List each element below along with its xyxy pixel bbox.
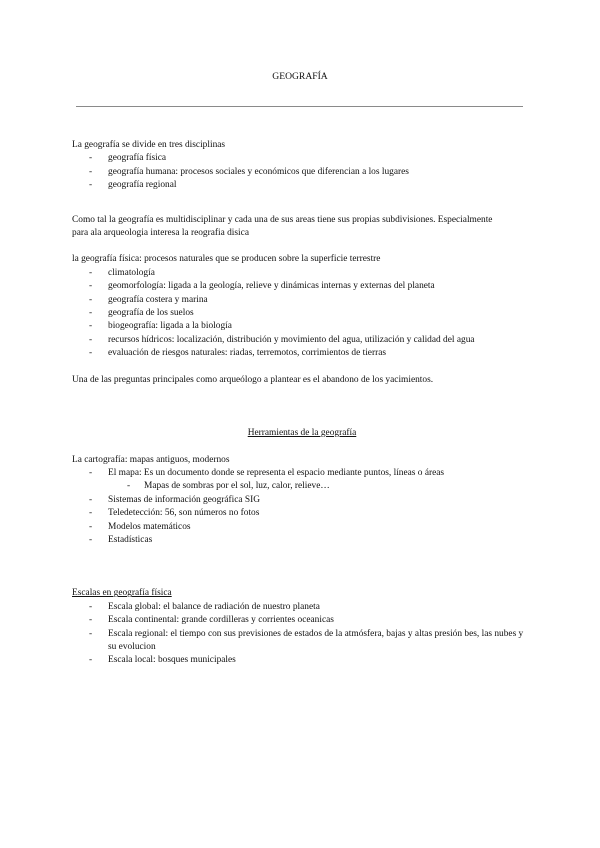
list-item: - Teledetección: 56, son números no fotos xyxy=(72,507,532,520)
list-item: - biogeografía: ligada a la biología xyxy=(72,320,532,333)
physical-geography-heading: la geografía física: procesos naturales que se producen sobre la superficie terrestre xyxy=(72,254,381,265)
list-item: - Estadísticas xyxy=(72,534,532,547)
cartography-line: La cartografía: mapas antiguos, modernos xyxy=(72,454,230,465)
document-title: GEOGRAFÍA xyxy=(272,71,328,82)
document-body xyxy=(72,139,532,668)
list-item: - Modelos matemáticos xyxy=(72,521,532,534)
question-paragraph: Una de las preguntas principales como arqueólogo a plantear es el abandono de los yacimientos. xyxy=(72,374,434,385)
tools-heading: Herramientas de la geografía xyxy=(247,428,357,439)
tools-list xyxy=(72,467,532,547)
list-item: - evaluación de riesgos naturales: riadas, terremotos, corrimientos de tierras xyxy=(72,347,532,360)
list-item: - geografía humana: procesos sociales y económicos que diferencian a los lugares xyxy=(72,166,532,179)
scales-heading: Escalas en geografía física xyxy=(72,588,172,599)
list-item: - geografía física xyxy=(72,152,532,165)
list-item: - geografía regional xyxy=(72,179,532,192)
list-item: - Escala continental: grande cordilleras y corrientes oceanicas xyxy=(72,614,532,627)
disciplines-list xyxy=(72,152,532,192)
sub-list-item: - Mapas de sombras por el sol, luz, calor, relieve… xyxy=(72,480,532,493)
multidisciplinary-paragraph xyxy=(72,214,532,241)
physical-geography-list xyxy=(72,267,532,361)
list-item: - climatología xyxy=(72,267,532,280)
list-item: - El mapa: Es un documento donde se representa el espacio mediante puntos, líneas o áreas xyxy=(72,467,532,480)
title-divider xyxy=(76,106,523,107)
list-item: - Escala global: el balance de radiación de nuestro planeta xyxy=(72,601,532,614)
list-item: - geografía de los suelos xyxy=(72,307,532,320)
scales-list xyxy=(72,601,532,668)
list-item: - Escala regional: el tiempo con sus previsiones de estados de la atmósfera, bajas y altas presión bes, las nubes y su evolucion xyxy=(72,628,532,655)
paragraph-line: Como tal la geografía es multidisciplinar y cada una de sus areas tiene sus propias subdivisiones. Especialmente xyxy=(72,214,493,225)
list-item: - recursos hídricos: localización, distribución y movimiento del agua, utilización y calidad del agua xyxy=(72,334,532,347)
list-item: - geografía costera y marina xyxy=(72,294,532,307)
list-item: - Escala local: bosques municipales xyxy=(72,654,532,667)
intro-heading: La geografía se divide en tres disciplinas xyxy=(72,140,226,150)
paragraph-line: para ala arqueologia interesa la reografia disica xyxy=(72,228,249,239)
list-item: - Sistemas de información geográfica SIG xyxy=(72,494,532,507)
list-item: - geomorfología: ligada a la geología, relieve y dinámicas internas y externas del planeta xyxy=(72,280,532,293)
